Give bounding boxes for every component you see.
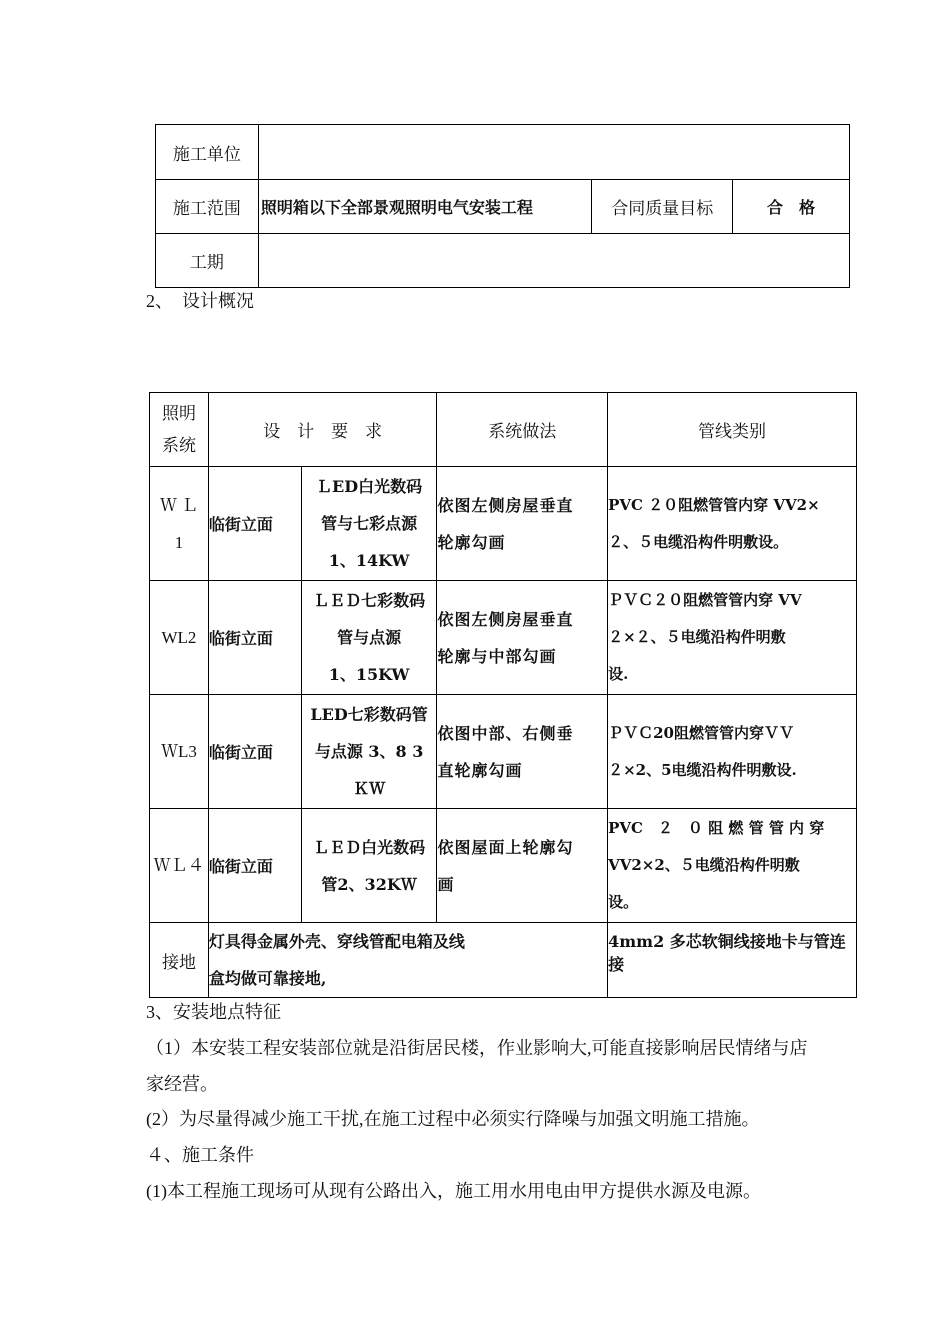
construction-scope-value: 照明箱以下全部景观照明电气安装工程 xyxy=(258,180,591,234)
circuit-id-line: Ｗ Ｌ xyxy=(159,495,199,515)
header-design-requirements: 设 计 要 求 xyxy=(208,393,437,467)
pipe-category-line: PVC ２０阻燃管管内穿 VV2× xyxy=(608,495,820,514)
table-row xyxy=(156,180,850,234)
system-method xyxy=(437,695,608,809)
circuit-id-line: WL2 xyxy=(161,628,197,647)
pipe-category-line: ２×２、５电缆沿构件明敷 xyxy=(608,628,786,646)
duration-value xyxy=(258,234,849,288)
table-row xyxy=(156,125,850,180)
pipe-category xyxy=(608,695,857,809)
system-method-line: 依图左侧房屋垂直 xyxy=(437,609,574,629)
system-method xyxy=(437,581,608,695)
pipe-category xyxy=(608,467,857,581)
pipe-category-line: 设。 xyxy=(608,893,639,911)
table-row xyxy=(156,234,850,288)
table-header-row xyxy=(150,393,857,467)
system-method-line: 画 xyxy=(437,874,455,894)
circuit-id xyxy=(150,809,209,923)
section-3-heading: 3、安装地点特征 xyxy=(146,1002,281,1022)
header-lighting-system-line1: 照明 xyxy=(161,403,196,423)
header-system-method: 系统做法 xyxy=(437,393,608,467)
pipe-category-line: VV2×2、５电缆沿构件明敷 xyxy=(608,856,800,874)
construction-unit-value xyxy=(258,125,849,180)
system-method-line: 依图左侧房屋垂直 xyxy=(437,495,574,515)
section-3-paragraph-1-line-1: （1）本安装工程安装部位就是沿街居民楼，作业影响大,可能直接影响居民情绪与店 xyxy=(146,1038,808,1058)
circuit-id xyxy=(150,581,209,695)
pipe-category-line: ＰＶＣ２０阻燃管管内穿 VV xyxy=(608,591,802,609)
location: 临街立面 xyxy=(208,467,301,581)
quality-target-value: 合 格 xyxy=(733,180,850,234)
table-row xyxy=(150,809,857,923)
design-rows xyxy=(150,467,857,923)
design-spec-line: ＫＷ xyxy=(353,779,386,798)
design-spec-line: ＬＥＤ白光数码 xyxy=(313,837,426,857)
grounding-row xyxy=(150,923,857,998)
pipe-category-line: ２×2、5电缆沿构件明敷设. xyxy=(608,760,797,779)
system-method-line: 依图屋面上轮廓勾 xyxy=(437,837,574,857)
project-info-table xyxy=(155,124,850,288)
grounding-line-2: 盒均做可靠接地, xyxy=(208,969,327,988)
system-method xyxy=(437,809,608,923)
design-spec-line: LED七彩数码管 xyxy=(310,705,428,724)
design-spec-line: 管与点源 xyxy=(337,628,402,647)
pipe-category-line: 设. xyxy=(608,665,629,683)
design-spec xyxy=(301,581,437,695)
pipe-category-line: ２、５电缆沿构件明敷设。 xyxy=(608,532,789,551)
design-spec-line: 管与七彩点源 xyxy=(321,514,418,533)
grounding-description xyxy=(208,923,607,998)
header-lighting-system xyxy=(150,393,209,467)
design-spec xyxy=(301,695,437,809)
grounding-method: 4mm2 多芯软铜线接地卡与管连接 xyxy=(608,923,857,998)
table-row xyxy=(150,581,857,695)
section-3-paragraph-2: (2）为尽量得减少施工干扰,在施工过程中必须实行降噪与加强文明施工措施。 xyxy=(146,1109,760,1129)
design-spec-line: 1、15KW xyxy=(328,665,410,684)
pipe-category-line: PVC ２ ０ 阻 燃 管 管 内 穿 xyxy=(608,819,825,837)
system-method-line: 依图中部、右侧垂 xyxy=(437,723,574,743)
design-spec-line: ＬＥＤ七彩数码 xyxy=(313,591,426,610)
design-spec-line: ＬED白光数码 xyxy=(316,477,423,496)
design-overview-table xyxy=(149,392,857,998)
design-spec-line: 1、14KW xyxy=(328,551,410,570)
system-method xyxy=(437,467,608,581)
location: 临街立面 xyxy=(208,695,301,809)
design-spec xyxy=(301,809,437,923)
section-2-heading: 2、 设计概况 xyxy=(146,291,254,311)
table-row xyxy=(150,695,857,809)
section-4-heading: ４、施工条件 xyxy=(146,1145,254,1165)
header-lighting-system-line2: 系统 xyxy=(161,435,196,455)
grounding-label: 接地 xyxy=(150,923,209,998)
circuit-id-line: ＷL3 xyxy=(161,742,197,761)
circuit-id xyxy=(150,695,209,809)
pipe-category-line: ＰＶＣ20阻燃管管内穿ＶＶ xyxy=(608,723,794,742)
pipe-category xyxy=(608,581,857,695)
circuit-id xyxy=(150,467,209,581)
design-spec-line: 与点源 3、8 3 xyxy=(314,742,424,761)
system-method-line: 轮廓勾画 xyxy=(437,532,506,552)
section-4-paragraph-1: (1)本工程施工现场可从现有公路出入，施工用水用电由甲方提供水源及电源。 xyxy=(146,1181,761,1201)
pipe-category xyxy=(608,809,857,923)
design-spec-line: 管2、32KＷ xyxy=(321,874,417,894)
section-3-paragraph-1-line-2: 家经营。 xyxy=(146,1074,218,1094)
circuit-id-line: 1 xyxy=(174,532,184,552)
table-row xyxy=(150,467,857,581)
location: 临街立面 xyxy=(208,809,301,923)
construction-scope-label: 施工范围 xyxy=(156,180,259,234)
grounding-line-1: 灯具得金属外壳、穿线管配电箱及线 xyxy=(208,932,465,951)
header-pipe-category: 管线类别 xyxy=(608,393,857,467)
duration-label: 工期 xyxy=(156,234,259,288)
system-method-line: 直轮廓勾画 xyxy=(437,760,523,780)
circuit-id-line: ＷＬ４ xyxy=(153,856,205,875)
location: 临街立面 xyxy=(208,581,301,695)
system-method-line: 轮廓与中部勾画 xyxy=(437,646,557,666)
design-spec xyxy=(301,467,437,581)
construction-unit-label: 施工单位 xyxy=(156,125,259,180)
quality-target-label: 合同质量目标 xyxy=(592,180,733,234)
